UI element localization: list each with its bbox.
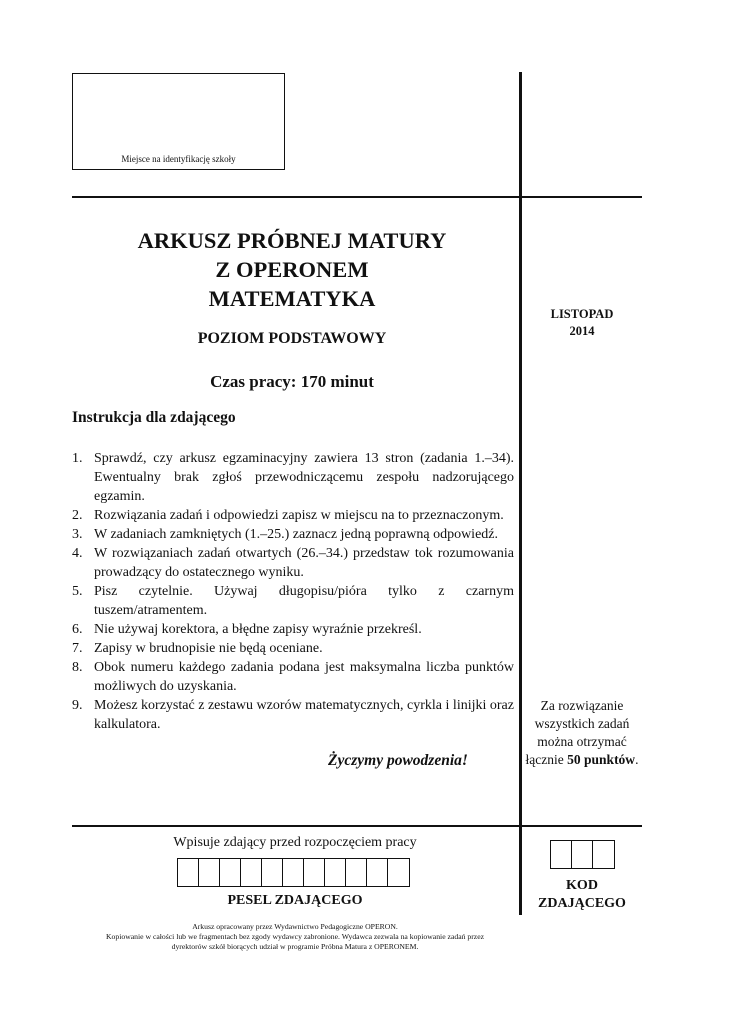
instruction-item: 4. W rozwiązaniach zadań otwartych (26.–34.) przedstaw tok rozumowania prowadzący do ostatecznego wyniku. [72, 546, 514, 580]
pesel-label: PESEL ZDAJĄCEGO [227, 893, 363, 908]
kod-cell[interactable] [551, 841, 572, 868]
instructions-list [72, 449, 514, 734]
page-title [72, 226, 512, 313]
instruction-item: 2. Rozwiązania zadań i odpowiedzi zapisz w miejscu na to przeznaczonym. [72, 508, 504, 523]
pesel-note: Wpisuje zdający przed rozpoczęciem pracy [173, 835, 417, 850]
points-total: 50 punktów [567, 752, 636, 767]
exam-time: Czas pracy: 170 minut [210, 372, 374, 391]
pesel-cell[interactable] [220, 859, 241, 886]
exam-date [522, 306, 642, 340]
pesel-cell[interactable] [304, 859, 325, 886]
pesel-cell[interactable] [178, 859, 199, 886]
pesel-cell[interactable] [325, 859, 346, 886]
school-id-label: Miejsce na identyfikację szkoły [121, 154, 236, 164]
instruction-item: 9. Możesz korzystać z zestawu wzorów matematycznych, cyrkla i linijki oraz kalkulatora. [72, 698, 514, 732]
instructions-heading: Instrukcja dla zdającego [72, 409, 236, 426]
bottom-divider [72, 825, 642, 827]
instruction-item: 5. Pisz czytelnie. Używaj długopisu/pióra tylko z czarnym tuszem/atramentem. [72, 584, 514, 618]
pesel-cell[interactable] [199, 859, 220, 886]
good-luck-text: Życzymy powodzenia! [328, 752, 468, 769]
exam-year: 2014 [569, 324, 595, 338]
pesel-cell[interactable] [367, 859, 388, 886]
school-id-box [72, 73, 285, 170]
instruction-item: 7. Zapisy w brudnopisie nie będą oceniane. [72, 641, 323, 656]
exam-level: POZIOM PODSTAWOWY [197, 330, 387, 347]
pesel-cell[interactable] [346, 859, 367, 886]
pesel-cell[interactable] [262, 859, 283, 886]
instruction-item: 8. Obok numeru każdego zadania podana jest maksymalna liczba punktów możliwych do uzyskania. [72, 660, 514, 694]
pesel-cell[interactable] [241, 859, 262, 886]
top-divider [72, 196, 642, 198]
kod-label: KOD ZDAJĄCEGO [538, 878, 626, 911]
pesel-input-boxes[interactable] [177, 858, 410, 887]
kod-cell[interactable] [572, 841, 593, 868]
pesel-cell[interactable] [388, 859, 409, 886]
title-line-3: MATEMATYKA [208, 286, 376, 311]
points-note: Za rozwiązanie wszystkich zadań można otrzymać łącznie 50 punktów. [525, 698, 639, 767]
instruction-item: 3. W zadaniach zamkniętych (1.–25.) zaznacz jedną poprawną odpowiedź. [72, 527, 498, 542]
pesel-cell[interactable] [283, 859, 304, 886]
kod-input-boxes[interactable] [550, 840, 615, 869]
kod-cell[interactable] [593, 841, 614, 868]
footer-note: Arkusz opracowany przez Wydawnictwo Pedagogiczne OPERON. Kopiowanie w całości lub we fragmentach bez zgody wydawcy zabronione. Wydawca zezwala na kopiowanie zadań przez dyrektorów szkół biorących udział w programie Próbna Matura z OPERONEM. [105, 922, 485, 951]
instruction-item: 6. Nie używaj korektora, a błędne zapisy wyraźnie przekreśl. [72, 622, 422, 637]
instruction-item: 1. Sprawdź, czy arkusz egzaminacyjny zawiera 13 stron (zadania 1.–34). Ewentualny brak zgłoś przewodniczącemu zespołu nadzorującego egzamin. [72, 451, 514, 504]
vertical-divider [519, 72, 522, 915]
title-line-2: Z OPERONEM [215, 257, 369, 282]
title-line-1: ARKUSZ PRÓBNEJ MATURY [137, 228, 447, 253]
exam-month: LISTOPAD [550, 307, 614, 321]
